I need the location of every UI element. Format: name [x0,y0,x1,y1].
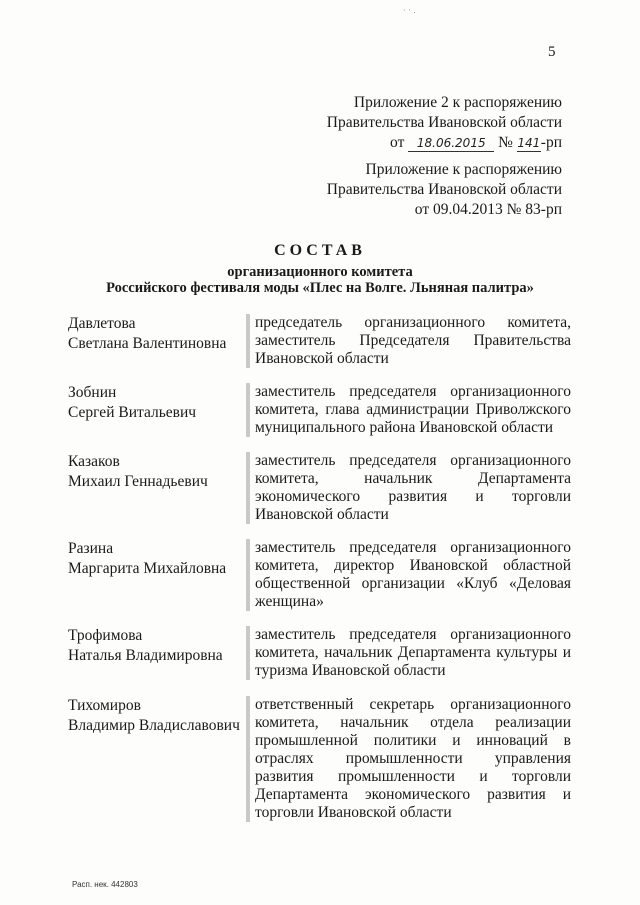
annex-original-block [327,160,562,220]
page-number: 5 [548,44,556,60]
member-surname: Казаков [68,453,120,470]
member-given-names: Маргарита Михайловна [68,560,227,577]
member-surname: Разина [68,540,114,557]
member-role: ответственный секретарь организационного комитета, начальник отдела реализации промышленной политики и инноваций в отраслях промышленности управления развития промышленности и торговли Департамента экономического развития и торговли Ивановской области [255,696,571,821]
footer-code: Расп. нек. 442803 [72,880,138,889]
member-surname: Давлетова [68,315,136,332]
member-name [68,314,248,354]
member-role: заместитель председателя организационного комитета, глава администрации Приволжского муниципального района Ивановской области [255,383,571,436]
member-name [68,626,248,666]
annex-current-number-label: № [498,134,513,151]
annex-current-line2: Правительства Ивановской области [326,114,562,131]
annex-current-number: 141 [517,136,541,150]
annex-original-line2: Правительства Ивановской области [326,181,562,198]
annex-current-block [327,93,562,153]
annex-current-date: 18.06.2015 [408,135,494,152]
member-name [68,452,248,492]
annex-current-line1: Приложение 2 к распоряжению [353,94,562,111]
member-given-names: Сергей Витальевич [68,404,197,421]
member-name [68,383,248,423]
member-surname: Трофимова [68,627,143,644]
annex-original-line3: от 09.04.2013 № 83-рп [414,201,562,218]
member-role: заместитель председателя организационного комитета, директор Ивановской областной общественной организации «Клуб «Деловая женщина» [255,539,571,610]
top-margin-mark: · · . [403,6,416,15]
member-surname: Тихомиров [68,697,141,714]
member-given-names: Наталья Владимировна [68,647,223,664]
annex-current-line3 [327,133,562,153]
document-subtitle-line1: организационного комитета [227,264,413,280]
annex-current-from-label: от [390,134,405,151]
document-title: СОСТАВ [274,242,366,259]
member-name [68,539,248,579]
member-role: заместитель председателя организационного комитета, начальник Департамента культуры и туризма Ивановской области [255,626,571,679]
document-subtitle-line2: Российского фестиваля моды «Плес на Волге. Льняная палитра» [106,280,534,296]
member-role: заместитель председателя организационного комитета, начальник Департамента экономического развития и торговли Ивановской области [255,452,571,523]
member-name [68,696,248,736]
member-given-names: Михаил Геннадьевич [68,473,208,490]
annex-current-suffix: -рп [540,134,562,151]
member-given-names: Светлана Валентиновна [68,335,227,352]
annex-original-line1: Приложение к распоряжению [365,161,562,178]
member-given-names: Владимир Владиславович [68,717,240,734]
member-role: председатель организационного комитета, заместитель Председателя Правительства Ивановской области [255,314,571,367]
member-surname: Зобнин [68,384,117,401]
